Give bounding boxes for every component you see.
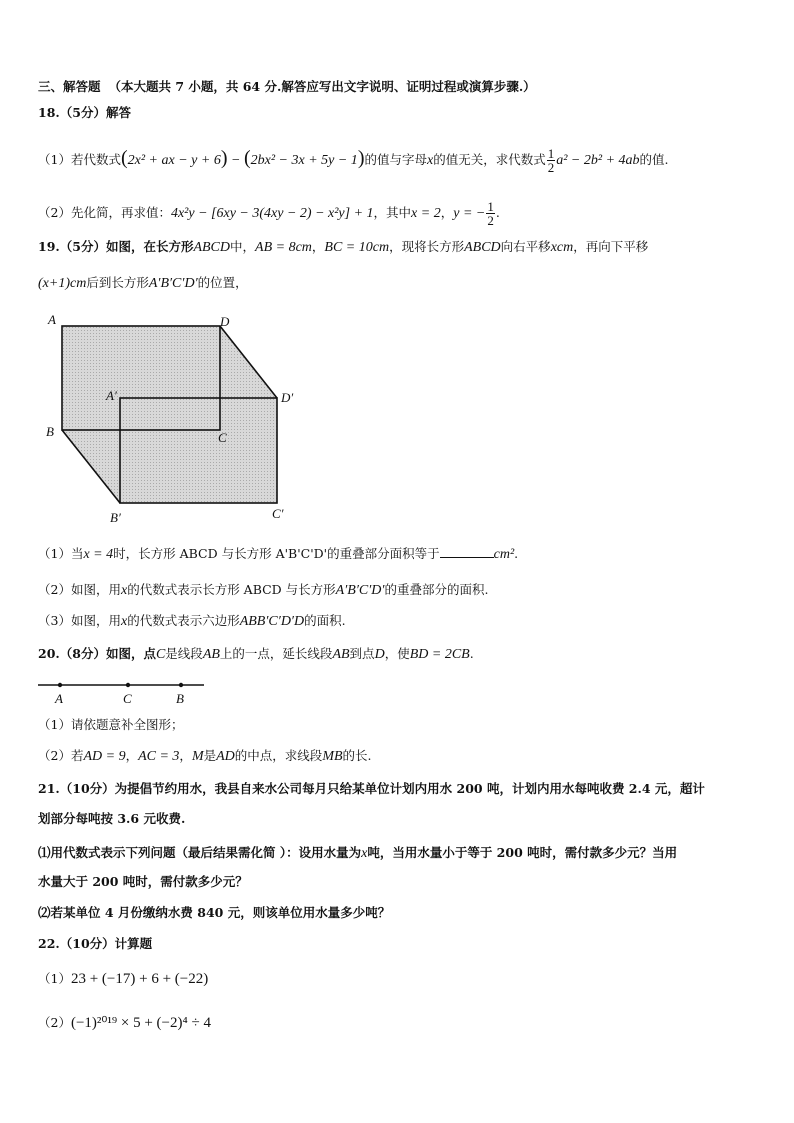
label-c-prime: C′ (272, 506, 284, 521)
q21-l3-prefix: ⑴用代数式表示下列问题（最后结果需化简 ）：设用水量为 (38, 845, 362, 860)
q19-comma: ， (311, 239, 325, 254)
q19-s1-prefix: （1）当 (38, 546, 84, 561)
q20-comma: ， (125, 748, 139, 763)
q18-p2-sep: ， (440, 205, 454, 220)
q19-s2-x: x (120, 583, 128, 598)
q20-text: . (469, 646, 474, 661)
q18-p2-end: . (495, 205, 500, 220)
label-c: C (218, 430, 227, 445)
q22-s2-expr: (−1)²⁰¹⁹ × 5 + (−2)⁴ ÷ 4 (70, 1015, 211, 1031)
q19-text: 后到长方形 (86, 275, 149, 290)
q19-s3-hexagon: ABB′C′D′D (239, 614, 305, 629)
q19-abcd: ABCD (193, 240, 231, 255)
q19-sub2 (38, 581, 488, 600)
section-heading (38, 78, 536, 96)
q20-text: 的中点，求线段 (234, 748, 323, 763)
q20-sub1: （1）请依题意补全图形； (38, 717, 184, 732)
q18-p2-prefix: （2）先化简，再求值： (38, 205, 171, 220)
q19-s2-suffix: 的重叠部分的面积. (384, 582, 489, 597)
frac-den: 2 (487, 213, 494, 228)
section-note: （本大题共 7 小题，共 64 分.解答应写出文字说明、证明过程或演算步骤.） (108, 79, 536, 94)
q20-text: 是线段 (165, 646, 203, 661)
q19-s3-suffix: 的面积. (304, 613, 346, 628)
label-a: A (48, 312, 56, 327)
q20-ab: AB (332, 647, 350, 662)
label-b: B (46, 424, 54, 439)
q20-d: D (374, 647, 385, 662)
q19-s2-text: 的代数式表示长方形 ABCD 与长方形 (127, 582, 336, 597)
q20-line1 (38, 645, 474, 664)
q19-sub1 (38, 545, 518, 564)
q18-p1-mid: 的值与字母 (364, 152, 427, 167)
q21-line5: ⑵若某单位 4 月份缴纳水费 840 元，则该单位用水量多少吨？ (38, 905, 391, 920)
q21-line4: 水量大于 200 吨时，需付款多少元？ (38, 874, 248, 889)
q18-p2-x: x = 2 (411, 206, 441, 221)
q20-ab: AB (202, 647, 220, 662)
q20-sub2 (38, 747, 372, 766)
label-d: D (220, 314, 230, 329)
q20-ac: AC = 3 (138, 749, 180, 764)
q19-text: ，再向下平移 (573, 239, 649, 254)
q19-s1-text: 时，长方形 ABCD 与长方形 A'B'C'D'的重叠部分面积等于 (113, 546, 440, 561)
q19-text: 向右平移 (500, 239, 551, 254)
q19-xcm: xcm (550, 240, 574, 255)
q19-s1-end: . (514, 546, 519, 561)
q18-p1-minus: − (231, 153, 241, 168)
q22-sub2 (38, 1014, 211, 1032)
q19-s1-unit: cm² (493, 547, 515, 562)
q19-sub3 (38, 612, 346, 631)
label-a-prime: A′ (106, 388, 117, 403)
q19-rectangle-figure (38, 308, 318, 530)
q19-text: 中， (230, 239, 256, 254)
q20-text: ，使 (384, 646, 410, 661)
q20-ad2: AD (216, 749, 235, 764)
q19-s2-abcd-prime: A′B′C′D′ (335, 583, 385, 598)
label-a: A (55, 691, 63, 706)
q20-segment-figure (36, 676, 216, 708)
q20-m: M (191, 749, 204, 764)
q20-c: C (155, 647, 166, 662)
frac-num: 1 (547, 146, 555, 161)
q18-p1-expr3: a² − 2b² + 4ab (556, 153, 640, 168)
q22-s1-label: （1） (38, 971, 71, 986)
frac-den: 2 (547, 160, 555, 175)
q19-text: 的位置， (197, 275, 248, 290)
q20-mb: MB (322, 749, 343, 764)
q22-s1-expr: 23 + (−17) + 6 + (−22) (70, 971, 209, 987)
label-d-prime: D′ (281, 390, 294, 405)
section-title: 三、解答题 (38, 79, 101, 94)
q19-line2 (38, 274, 248, 293)
q18-p1-expr2: 2bx² − 3x + 5y − 1 (250, 153, 358, 168)
q18-p1-prefix: （1）若代数式 (38, 152, 121, 167)
q18-p2-fraction (486, 200, 495, 227)
q22-title: 22.（10分）计算题 (38, 936, 153, 951)
q20-comma: ， (179, 748, 192, 763)
q20-title: 20.（8分）如图，点 (38, 646, 156, 661)
q21-line2: 划部分每吨按 3.6 元收费. (38, 811, 186, 826)
q20-bd: BD = 2CB (409, 647, 470, 662)
q21-l3-suffix: 吨，当用水量小于等于 200 吨时，需付款多少元？当用 (367, 845, 678, 860)
frac-num: 1 (487, 199, 494, 214)
q18-title: 18.（5分）解答 (38, 105, 131, 120)
q21-line1 (38, 780, 705, 798)
q18-p2-expr: 4x²y − [6xy − 3(4xy − 2) − x²y] + 1 (170, 206, 374, 221)
q19-s2-prefix: （2）如图，用 (38, 582, 121, 597)
q19-ab: AB = 8cm (255, 240, 312, 255)
q19-s3-x: x (120, 614, 128, 629)
q20-text: 上的一点，延长线段 (219, 646, 333, 661)
q19-text: ，现将长方形 (389, 239, 465, 254)
hexagon-shaded-region (62, 326, 277, 503)
q18-part2 (38, 200, 500, 227)
q18-part1: （1）若代数式(2x² + ax − y + 6) − (2bx² − 3x + 5y − 1)的值与字母x的值无关，求代数式 $\frac{1}{2}$ a² − 2b² + 4ab的值. (38, 146, 669, 175)
q18-p1-fraction (547, 147, 556, 174)
q22-sub1 (38, 970, 208, 988)
q19-bc: BC = 10cm (324, 240, 390, 255)
q18-p1-suffix: 的值. (639, 152, 669, 167)
q20-ad: AD = 9 (83, 749, 126, 764)
q20-text: 的长. (342, 748, 372, 763)
q19-title: 19.（5分）如图，在长方形 (38, 239, 194, 254)
q20-text: 是 (203, 748, 217, 763)
q18-p2-mid: ，其中 (373, 205, 412, 220)
point-a (58, 683, 62, 687)
q21-title: 21.（10分）为提倡节约用水，我县自来水公司每月只给某单位计划内用水 200 吨，计划内用水每吨收费 2.4 元，超计 (38, 781, 705, 796)
q18-p2-y: y = − (453, 206, 486, 221)
q20-text: 到点 (349, 646, 375, 661)
label-b-prime: B′ (110, 510, 121, 525)
point-b (179, 683, 183, 687)
q18-p1-expr1: 2x² + ax − y + 6 (127, 153, 221, 168)
q21-x: x (361, 846, 368, 861)
q19-s1-x: x = 4 (83, 547, 114, 562)
answer-blank[interactable] (440, 545, 494, 558)
q21-line3 (38, 844, 677, 863)
q19-abcd-prime: A′B′C′D′ (148, 276, 198, 291)
q22-s2-label: （2） (38, 1015, 71, 1030)
q19-shift-expr: (x+1)cm (38, 276, 87, 291)
label-c: C (123, 691, 132, 706)
label-b: B (176, 691, 184, 706)
q18-p1-mid2: 的值无关，求代数式 (433, 152, 546, 167)
q19-line1 (38, 238, 648, 257)
q19-abcd: ABCD (464, 240, 501, 255)
q18-p1-var: x (427, 153, 434, 168)
q19-s3-prefix: （3）如图，用 (38, 613, 121, 628)
q20-s2-prefix: （2）若 (38, 748, 84, 763)
point-c (126, 683, 130, 687)
q19-s3-text: 的代数式表示六边形 (127, 613, 240, 628)
